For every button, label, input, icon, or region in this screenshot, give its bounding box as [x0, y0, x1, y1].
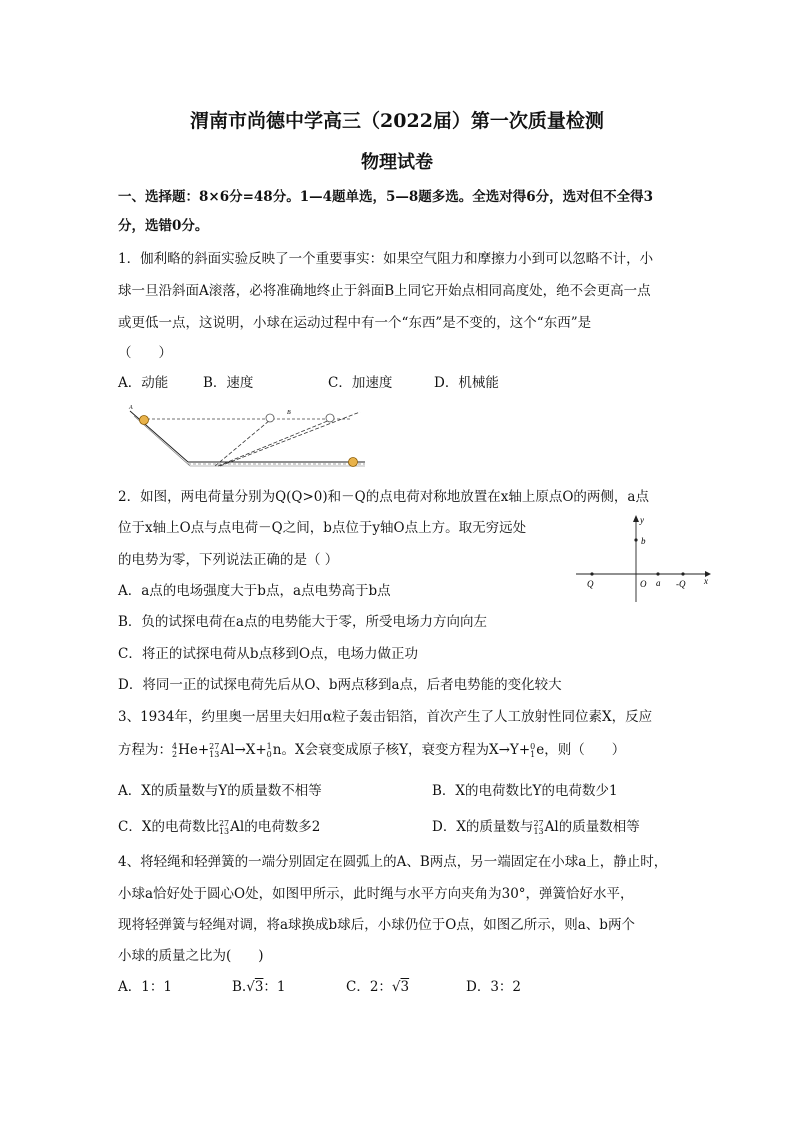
q2-line1: 2．如图，两电荷量分别为Q(Q>0)和－Q的点电荷对称地放置在x轴上原点O的两侧，a点 [118, 489, 649, 505]
ball-icon [349, 458, 358, 467]
e-nuclide-numbers: 0 1 [530, 741, 536, 759]
point-label-o: O [640, 579, 647, 589]
q1-option-b: B．速度 [203, 375, 254, 391]
q4-line4: 小球的质量之比为( ) [118, 948, 264, 964]
q1-option-d: D．机械能 [434, 375, 499, 391]
q3-option-c: C．X的电荷数比 27 13 Al的电荷数多2 [118, 818, 321, 836]
q4-option-b: B.√3：1 [232, 979, 286, 995]
q3-option-d: D．X的质量数与 27 13 Al的质量数相等 [432, 818, 640, 836]
q3-equation-line: 方程为： 4 2 He+ 27 13 Al→X+ 1 0 n。X会衰变成原子核Y，衰变方程为X→Y+ 0 1 e，则（ ） [118, 741, 626, 759]
point-label-a: a [656, 578, 661, 588]
q4-option-c: C．2：√3 [346, 979, 410, 995]
q1-line4: （ ） [118, 345, 172, 361]
q2-option-b: B．负的试探电荷在a点的电势能大于零，所受电场力方向向左 [118, 614, 487, 630]
point-label-neg-q: -Q [676, 579, 686, 589]
point-label-q: Q [587, 579, 594, 589]
q2-option-d: D．将同一正的试探电荷先后从O、b两点移到a点，后者电势能的变化较大 [118, 677, 562, 693]
fig-label-b: B [287, 410, 291, 416]
q3-option-a: A．X的质量数与Y的质量数不相等 [118, 783, 322, 799]
exam-subtitle: 物理试卷 [361, 152, 433, 173]
q4-option-d: D．3：2 [466, 979, 522, 995]
q4-option-a: A．1：1 [118, 979, 172, 995]
q1-line2: 球一旦沿斜面A滚落，必将准确地终止于斜面B上同它开始点相同高度处，绝不会更高一点 [118, 283, 651, 299]
q2-option-c: C．将正的试探电荷从b点移到O点，电场力做正功 [118, 646, 419, 662]
al-nuclide-numbers: 27 13 [209, 741, 220, 759]
q1-option-c: C．加速度 [328, 375, 393, 391]
q4-line1: 4、将轻绳和轻弹簧的一端分别固定在圆弧上的A、B两点，另一端固定在小球a上，静止时， [118, 854, 668, 870]
q2-line2: 位于x轴上O点与点电荷－Q之间，b点位于y轴O点上方。取无穷远处 [118, 520, 527, 536]
q1-line1: 1．伽利略的斜面实验反映了一个重要事实：如果空气阻力和摩擦力小到可以忽略不计，小 [118, 251, 654, 267]
q2-option-a: A．a点的电场强度大于b点，a点电势高于b点 [118, 583, 391, 599]
section-instructions-line2: 分，选错0分。 [118, 218, 209, 234]
n-nuclide-numbers: 1 0 [266, 741, 272, 759]
he-nuclide-numbers: 4 2 [172, 741, 178, 759]
section-instructions-line1: 一、选择题：8×6分=48分。1—4题单选，5—8题多选。全选对得6分，选对但不全得3 [118, 189, 654, 205]
axis-label-y: y [640, 515, 644, 525]
q1-incline-figure [120, 400, 380, 475]
ball-outline-icon [266, 414, 274, 422]
q4-line2: 小球a恰好处于圆心O处，如图甲所示，此时绳与水平方向夹角为30°，弹簧恰好水平， [118, 886, 634, 902]
q1-option-a: A．动能 [118, 375, 169, 391]
q1-line3: 或更低一点，这说明，小球在运动过程中有一个“东西”是不变的，这个“东西”是 [118, 315, 592, 331]
fig-label-a: A [129, 405, 133, 411]
ball-outline-icon [326, 414, 334, 422]
point-label-b: b [641, 536, 646, 546]
q3-option-b: B．X的电荷数比Y的电荷数少1 [432, 783, 618, 799]
exam-title: 渭南市尚德中学高三（2022届）第一次质量检测 [190, 110, 604, 132]
q3-line1: 3、1934年，约里奥一居里夫妇用α粒子轰击铝箔，首次产生了人工放射性同位素X，反应 [118, 709, 653, 725]
ball-icon [140, 416, 149, 425]
q2-axis-figure [572, 512, 712, 607]
axis-label-x: x [704, 576, 708, 586]
q2-line3: 的电势为零，下列说法正确的是（ ） [118, 552, 339, 568]
q4-line3: 现将轻弹簧与轻绳对调，将a球换成b球后，小球仍位于O点，如图乙所示，则a、b两个 [118, 917, 635, 933]
